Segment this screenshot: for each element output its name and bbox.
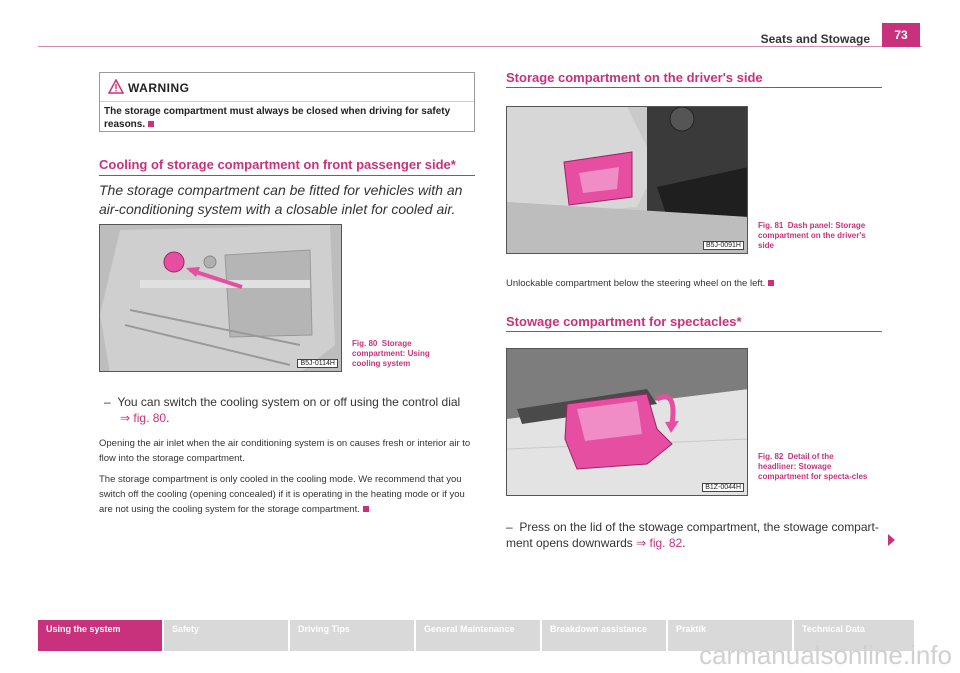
figure-82-caption <box>758 452 868 482</box>
warning-text <box>104 105 464 131</box>
section-title-spectacles: Stowage compartment for spectacles* <box>506 314 742 329</box>
warning-box <box>99 72 475 132</box>
warning-text-content: The storage compartment must always be closed when driving for safety reasons. <box>104 106 451 130</box>
paragraph-driver <box>506 276 882 291</box>
fig-80-link[interactable]: ⇒ fig. 80 <box>120 411 167 425</box>
paragraph-cooling-text: The storage compartment is only cooled in the cooling mode. We recommend that you switch off the cooling (opening concealed) if it is operating in the heating mode or if you are not using the cooling system for the storage compartment. <box>99 474 465 515</box>
caption-number: Fig. 81 <box>758 221 784 230</box>
nav-tab-using-the-system[interactable]: Using the system <box>38 620 162 651</box>
header-rule <box>38 46 922 47</box>
nav-tab-driving-tips[interactable]: Driving Tips <box>290 620 414 651</box>
warning-title: WARNING <box>128 81 190 95</box>
chapter-title: Seats and Stowage <box>760 32 870 46</box>
figure-81 <box>506 106 748 254</box>
paragraph-cooling-mode <box>99 472 475 517</box>
page-number: 73 <box>882 23 920 47</box>
end-mark-icon <box>768 280 774 286</box>
section-title-driver: Storage compartment on the driver's side <box>506 70 763 85</box>
glovebox-illustration <box>100 225 342 372</box>
step-spectacles: – Press on the lid of the stowage compartment, the stowage compart-ment opens downwards ⇒ fig. 82. <box>506 520 879 550</box>
step-cooling: – You can switch the cooling system on or off using the control dial ⇒ fig. 80. <box>104 395 461 425</box>
warning-header <box>100 73 474 102</box>
nav-tab-breakdown-assistance[interactable]: Breakdown assistance <box>542 620 666 651</box>
section-title-cooling: Cooling of storage compartment on front passenger side* <box>99 157 456 172</box>
figure-code: B5J-0114H <box>297 359 338 368</box>
next-page-arrow-icon[interactable] <box>888 534 895 546</box>
figure-code: B1Z-0044H <box>702 483 744 492</box>
section-rule <box>506 331 882 332</box>
nav-tab-praktik[interactable]: Praktik <box>668 620 792 651</box>
caption-number: Fig. 80 <box>352 339 378 348</box>
nav-tab-safety[interactable]: Safety <box>164 620 288 651</box>
figure-80-caption <box>352 339 452 369</box>
end-mark-icon <box>363 506 369 512</box>
figure-82 <box>506 348 748 496</box>
figure-80 <box>99 224 342 372</box>
paragraph-inlet: Opening the air inlet when the air conditioning system is on causes fresh or interior air to flow into the storage compartment. <box>99 438 471 464</box>
figure-code: B5J-0091H <box>703 241 744 250</box>
dash-panel-illustration <box>507 107 748 254</box>
step-dash: – <box>506 520 520 534</box>
paragraph-driver-text: Unlockable compartment below the steering wheel on the left. <box>506 278 766 289</box>
fig-82-link[interactable]: ⇒ fig. 82 <box>636 536 683 550</box>
step-dash: – <box>104 395 118 409</box>
headliner-illustration <box>507 349 748 496</box>
section-intro: The storage compartment can be fitted for vehicles with an air-conditioning system with a closable inlet for cooled air. <box>99 182 463 217</box>
caption-text: Dash panel: Storage compartment on the driver's side <box>758 221 866 250</box>
figure-81-caption <box>758 221 868 251</box>
step-text: Press on the lid of the stowage compartment, the stowage compart-ment opens downwards <box>506 520 879 550</box>
watermark: carmanualsonline.info <box>699 640 952 670</box>
nav-tab-technical-data[interactable]: Technical Data <box>794 620 914 651</box>
warning-triangle-icon <box>108 79 124 94</box>
section-rule <box>99 175 475 176</box>
caption-text: Detail of the headliner: Stowage compartment for specta-cles <box>758 452 868 481</box>
nav-tab-general-maintenance[interactable]: General Maintenance <box>416 620 540 651</box>
caption-number: Fig. 82 <box>758 452 784 461</box>
caption-text: Storage compartment: Using cooling system <box>352 339 430 368</box>
step-text: You can switch the cooling system on or off using the control dial <box>117 395 461 409</box>
section-rule <box>506 87 882 88</box>
end-mark-icon <box>148 121 154 127</box>
